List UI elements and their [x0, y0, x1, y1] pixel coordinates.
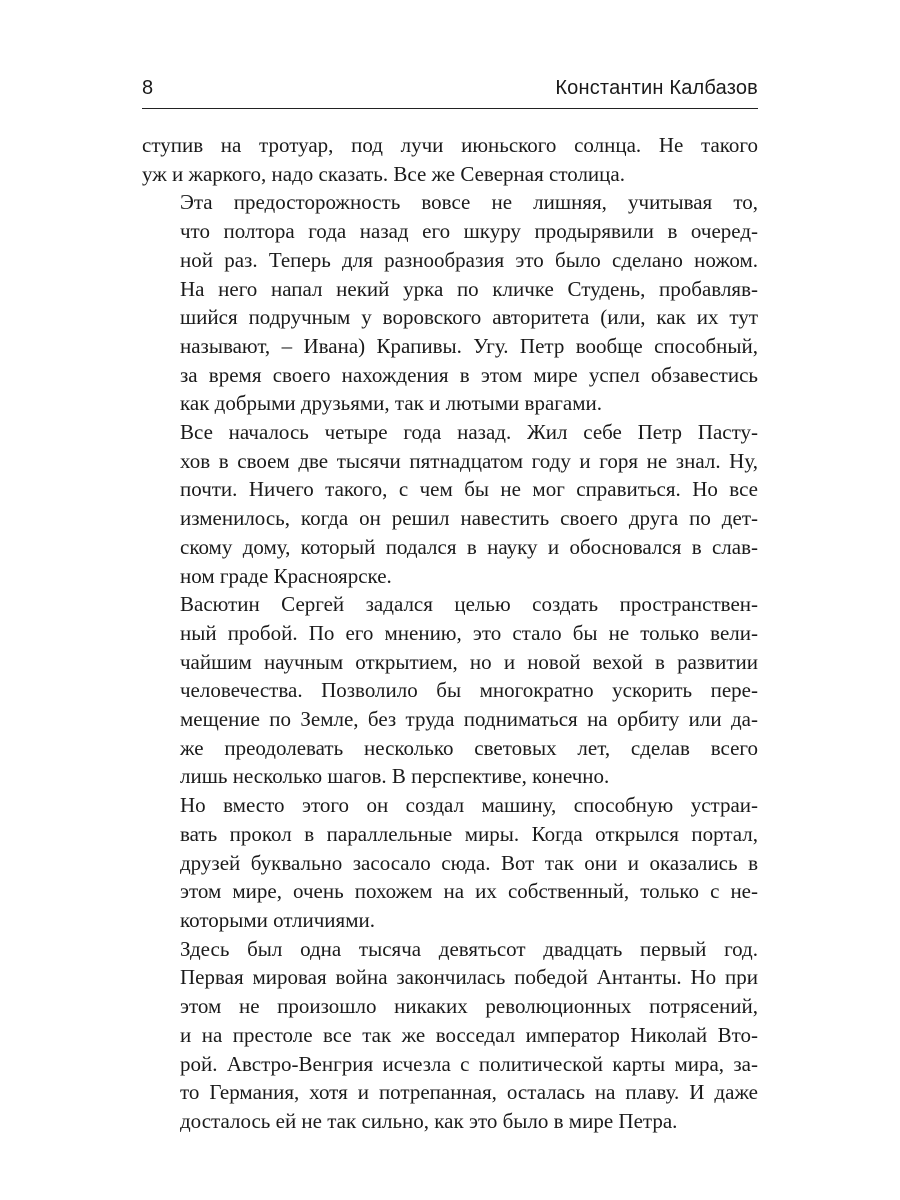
- text-line: почти. Ничего такого, с чем бы не мог справиться. Но все: [180, 477, 758, 502]
- text-line: шийся подручным у воровского авторитета (или, как их тут: [180, 305, 758, 330]
- page-header: [142, 74, 758, 109]
- text-line: Первая мировая война закончилась победой Антанты. Но при: [180, 965, 758, 990]
- paragraph-4: [142, 590, 758, 791]
- text-line: которыми отличиями.: [180, 907, 375, 932]
- page-number: 8: [142, 77, 154, 99]
- text-line: Но вместо этого он создал машину, способную устраи-: [180, 793, 758, 818]
- text-line: ступив на тротуар, под лучи июньского солнца. Не такого: [142, 133, 758, 157]
- text-line: скому дому, который подался в науку и обосновался в слав-: [180, 534, 758, 559]
- text-line: рой. Австро-Венгрия исчезла с политической карты мира, за-: [180, 1051, 758, 1076]
- text-line: человечества. Позволило бы многократно ускорить пере-: [180, 678, 758, 703]
- text-line: Васютин Сергей задался целью создать пространствен-: [180, 592, 758, 617]
- text-line: Здесь был одна тысяча девятьсот двадцать первый год.: [180, 936, 758, 961]
- text-line: уж и жаркого, надо сказать. Все же Северная столица.: [142, 161, 625, 186]
- text-line: чайшим научным открытием, но и новой вехой в развитии: [180, 649, 758, 674]
- paragraph-3: [142, 418, 758, 590]
- text-line: лишь несколько шагов. В перспективе, конечно.: [180, 764, 610, 789]
- text-line: что полтора года назад его шкуру продырявили в очеред-: [180, 219, 758, 244]
- paragraph-1: [142, 131, 758, 188]
- text-line: этом мире, очень похожем на их собственный, только с не-: [180, 879, 758, 904]
- paragraph-6: [142, 935, 758, 1136]
- text-line: как добрыми друзьями, так и лютыми врагами.: [180, 391, 602, 416]
- text-line: за время своего нахождения в этом мире успел обзавестись: [180, 362, 758, 387]
- text-line: Все началось четыре года назад. Жил себе Петр Пасту-: [180, 420, 758, 445]
- text-line: и на престоле все так же восседал император Николай Вто-: [180, 1022, 758, 1047]
- text-line: же преодолевать несколько световых лет, сделав всего: [180, 735, 758, 760]
- text-line: мещение по Земле, без труда подниматься на орбиту или да-: [180, 707, 758, 732]
- paragraph-2: [142, 188, 758, 418]
- text-line: досталось ей не так сильно, как это было в мире Петра.: [180, 1108, 678, 1133]
- text-line: изменилось, когда он решил навестить своего друга по дет-: [180, 506, 758, 531]
- text-line: друзей буквально засосало сюда. Вот так они и оказались в: [180, 850, 758, 875]
- text-line: называют, – Ивана) Крапивы. Угу. Петр вообще способный,: [180, 333, 758, 358]
- running-title-author: Константин Калбазов: [555, 77, 758, 99]
- text-line: ном граде Красноярске.: [180, 563, 392, 588]
- text-line: На него напал некий урка по кличке Студень, пробавляв-: [180, 276, 758, 301]
- text-line: хов в своем две тысячи пятнадцатом году и горя не знал. Ну,: [180, 448, 758, 473]
- body-text: [142, 131, 758, 1136]
- text-line: Эта предосторожность вовсе не лишняя, учитывая то,: [180, 190, 758, 215]
- text-line: ной раз. Теперь для разнообразия это было сделано ножом.: [180, 247, 758, 272]
- text-line: ный пробой. По его мнению, это стало бы не только вели-: [180, 620, 758, 645]
- text-line: то Германия, хотя и потрепанная, осталась на плаву. И даже: [180, 1080, 758, 1105]
- text-line: вать прокол в параллельные миры. Когда открылся портал,: [180, 821, 758, 846]
- text-line: этом не произошло никаких революционных потрясений,: [180, 994, 758, 1019]
- paragraph-5: [142, 791, 758, 935]
